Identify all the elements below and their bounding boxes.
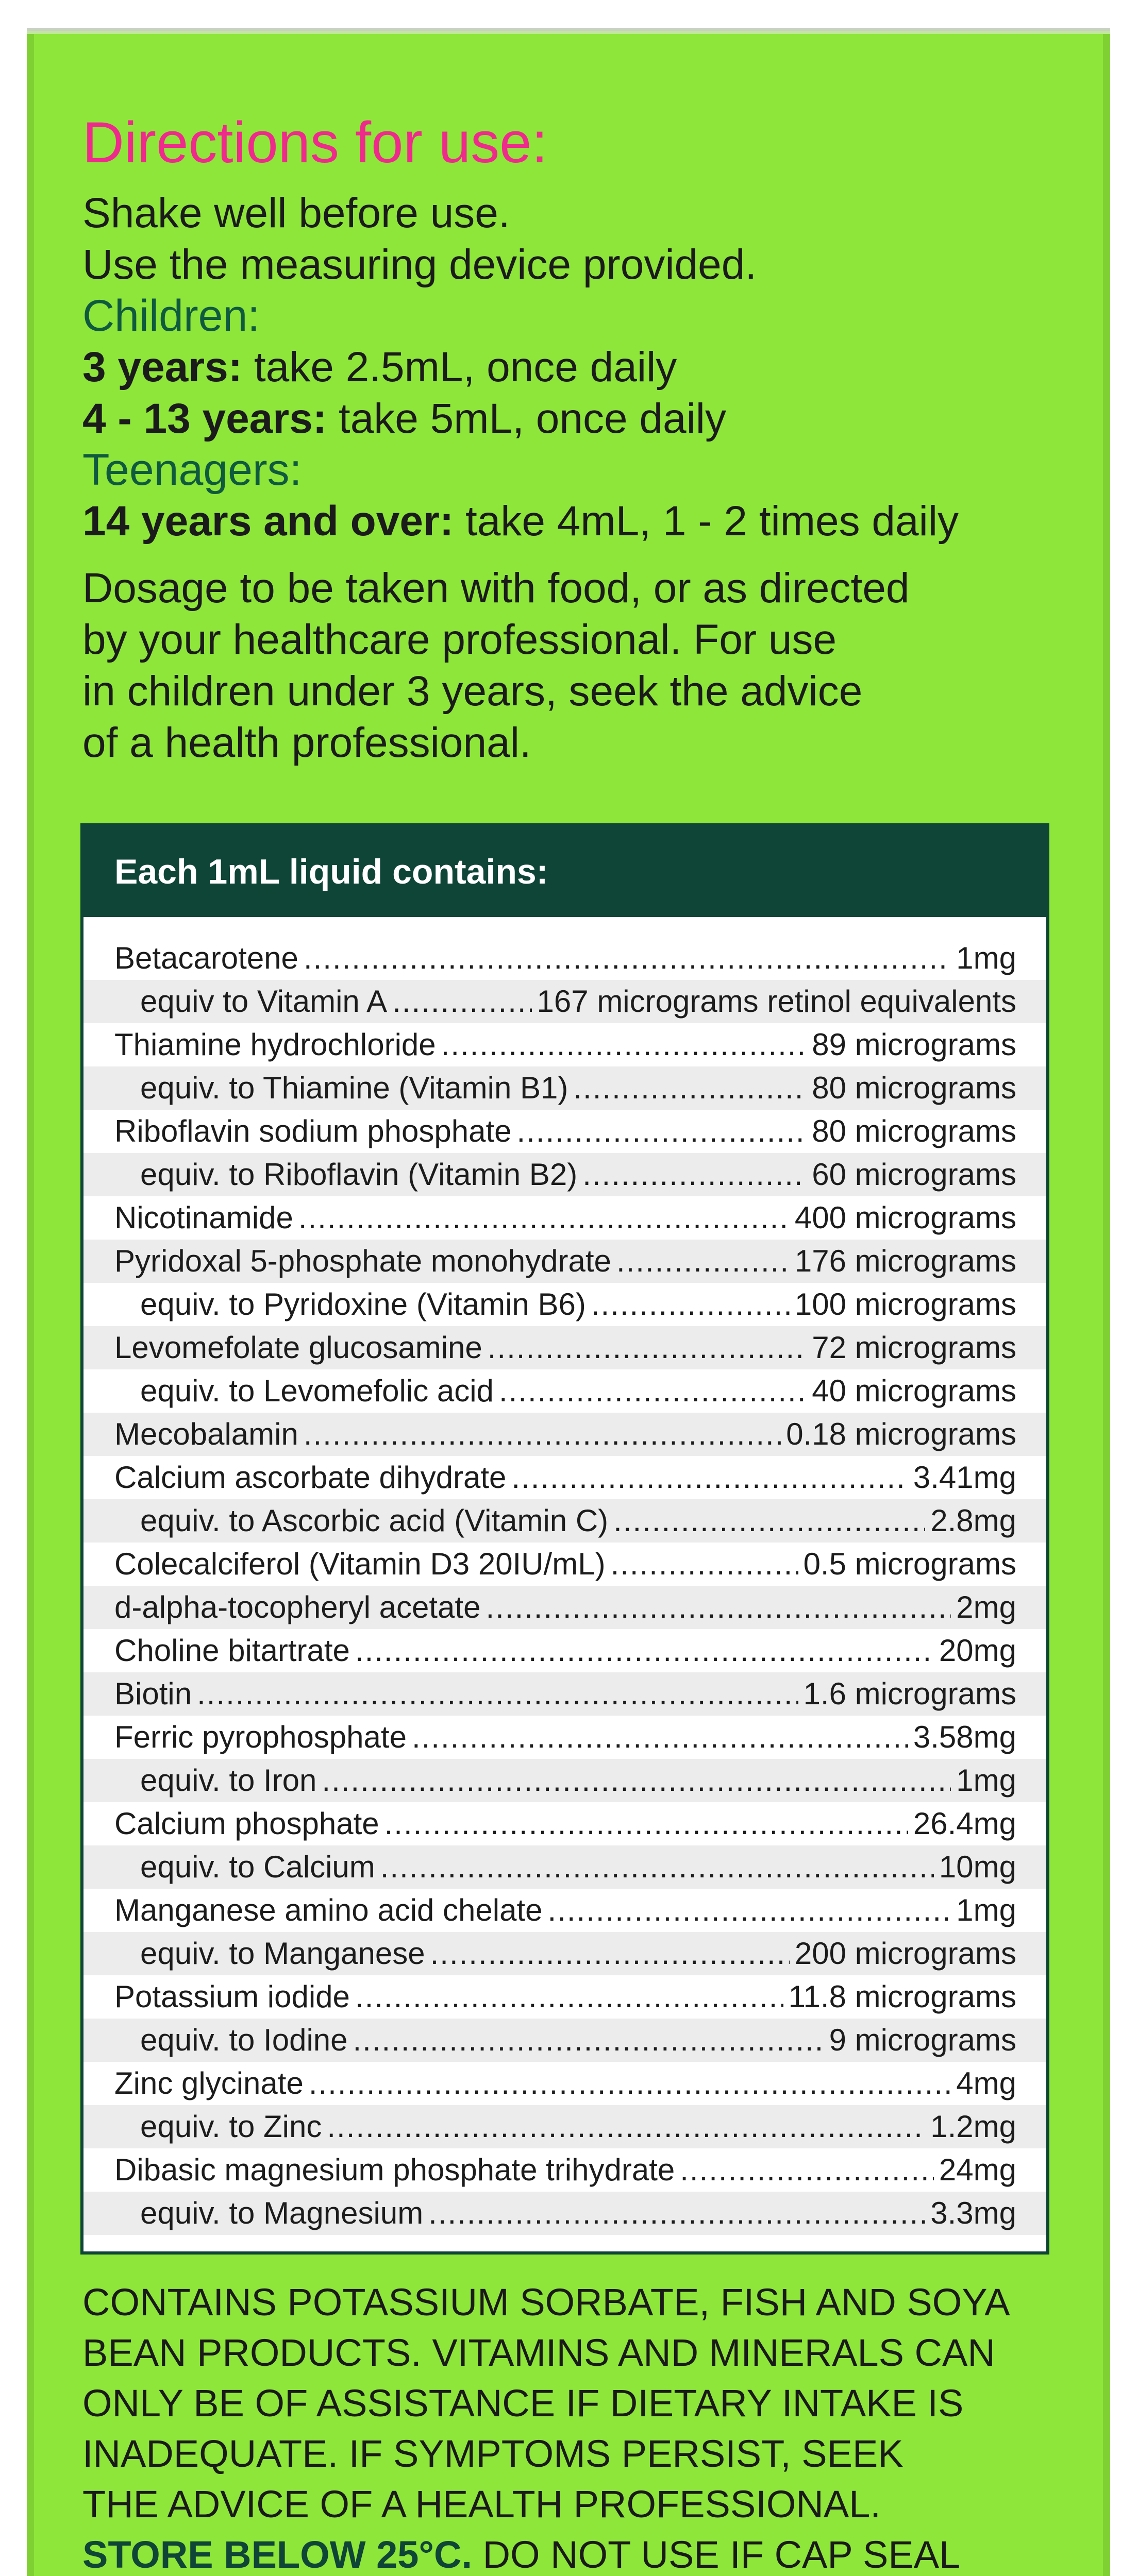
ingredient-row	[83, 1456, 1046, 1499]
dot-leader	[516, 1110, 807, 1153]
ingredient-name: Thiamine hydrochloride	[114, 1027, 436, 1062]
ingredient-row	[83, 1586, 1046, 1629]
directions-line: Use the measuring device provided.	[82, 241, 757, 288]
ingredient-amount: 2mg	[956, 1590, 1016, 1624]
dose-line	[82, 342, 1062, 393]
ingredient-name: Dibasic magnesium phosphate trihydrate	[114, 2153, 675, 2187]
warning-line: CONTAINS POTASSIUM SORBATE, FISH AND SOYA	[82, 2281, 1010, 2324]
ingredient-row	[83, 1023, 1046, 1066]
ingredient-amount: 24mg	[939, 2153, 1016, 2187]
dot-leader	[511, 1456, 908, 1499]
ingredient-row	[83, 1110, 1046, 1153]
ingredient-row	[83, 1066, 1046, 1110]
dot-leader	[680, 2148, 934, 2192]
dot-leader	[591, 1283, 790, 1326]
ingredient-amount: 89 micrograms	[812, 1027, 1016, 1062]
ingredient-name: Mecobalamin	[114, 1417, 298, 1451]
ingredient-name: Colecalciferol (Vitamin D3 20IU/mL)	[114, 1547, 606, 1581]
ingredient-name: Calcium phosphate	[114, 1806, 379, 1841]
dot-leader	[582, 1153, 807, 1196]
ingredient-name: Betacarotene	[114, 941, 298, 975]
ingredient-name: Manganese amino acid chelate	[114, 1893, 543, 1927]
ingredient-name: equiv. to Riboflavin (Vitamin B2)	[140, 1157, 578, 1192]
dot-leader	[353, 2019, 824, 2062]
ingredient-row	[83, 1802, 1046, 1845]
note-line: Dosage to be taken with food, or as directed	[82, 564, 910, 612]
dose-amount: take 5mL, once daily	[338, 395, 726, 442]
dot-leader	[441, 1023, 807, 1066]
ingredient-amount: 100 micrograms	[794, 1287, 1016, 1321]
dose-age: 14 years and over:	[82, 497, 454, 545]
dot-leader	[611, 1543, 798, 1586]
dot-leader	[304, 937, 951, 980]
ingredient-amount: 400 micrograms	[794, 1200, 1016, 1235]
ingredient-row	[83, 1196, 1046, 1240]
ingredient-amount: 26.4mg	[913, 1806, 1016, 1841]
ingredient-row	[83, 1283, 1046, 1326]
dot-leader	[322, 1759, 951, 1802]
warning-line: INADEQUATE. IF SYMPTOMS PERSIST, SEEK	[82, 2432, 903, 2475]
ingredient-name: equiv to Vitamin A	[140, 984, 388, 1019]
ingredient-amount: 80 micrograms	[812, 1071, 1016, 1105]
directions-heading: Directions for use:	[82, 110, 548, 175]
dot-leader	[573, 1066, 807, 1110]
ingredient-amount: 167 micrograms retinol equivalents	[537, 984, 1016, 1019]
dot-leader	[327, 2105, 925, 2148]
ingredient-row	[83, 1975, 1046, 2019]
dot-leader	[499, 1369, 807, 1413]
ingredient-row	[83, 2105, 1046, 2148]
dot-leader	[430, 1932, 790, 1975]
children-heading: Children:	[82, 291, 260, 341]
dot-leader	[613, 1499, 925, 1543]
ingredient-row	[83, 1326, 1046, 1369]
ingredient-row	[83, 980, 1046, 1023]
ingredient-name: equiv. to Zinc	[140, 2109, 322, 2144]
warning-line: ONLY BE OF ASSISTANCE IF DIETARY INTAKE IS	[82, 2382, 964, 2425]
directions-section	[82, 112, 1062, 769]
ingredient-amount: 1mg	[956, 1893, 1016, 1927]
dot-leader	[488, 1326, 807, 1369]
ingredient-amount: 200 micrograms	[794, 1936, 1016, 1971]
ingredient-name: Choline bitartrate	[114, 1633, 350, 1668]
directions-line: Shake well before use.	[82, 189, 510, 236]
ingredient-name: equiv. to Magnesium	[140, 2196, 424, 2230]
ingredient-amount: 3.3mg	[930, 2196, 1016, 2230]
ingredient-amount: 2.8mg	[930, 1503, 1016, 1538]
dot-leader	[486, 1586, 951, 1629]
ingredient-amount: 9 micrograms	[829, 2023, 1016, 2057]
ingredient-row	[83, 1629, 1046, 1672]
ingredient-name: equiv. to Thiamine (Vitamin B1)	[140, 1071, 568, 1105]
ingredient-row	[83, 1240, 1046, 1283]
dot-leader	[412, 1716, 908, 1759]
ingredient-amount: 1mg	[956, 941, 1016, 975]
ingredient-name: equiv. to Ascorbic acid (Vitamin C)	[140, 1503, 609, 1538]
dosage-note	[82, 563, 1062, 769]
dose-amount: take 4mL, 1 - 2 times daily	[465, 497, 959, 545]
ingredient-amount: 1.6 micrograms	[803, 1676, 1016, 1711]
dot-leader	[616, 1240, 790, 1283]
dot-leader	[384, 1802, 908, 1845]
dot-leader	[355, 1629, 934, 1672]
warning-line: THE ADVICE OF A HEALTH PROFESSIONAL.	[82, 2483, 881, 2526]
ingredient-name: Biotin	[114, 1676, 192, 1711]
dot-leader	[304, 1413, 781, 1456]
ingredient-amount: 3.41mg	[913, 1460, 1016, 1495]
warnings-section	[82, 2277, 1062, 2576]
ingredient-name: Zinc glycinate	[114, 2066, 304, 2100]
dot-leader	[355, 1975, 783, 2019]
ingredient-row	[83, 2148, 1046, 2192]
ingredient-name: equiv. to Pyridoxine (Vitamin B6)	[140, 1287, 586, 1321]
dose-line	[82, 496, 1062, 547]
ingredient-amount: 40 micrograms	[812, 1374, 1016, 1408]
ingredient-name: Calcium ascorbate dihydrate	[114, 1460, 507, 1495]
ingredient-row	[83, 1499, 1046, 1543]
ingredient-row	[83, 1369, 1046, 1413]
ingredient-name: Nicotinamide	[114, 1200, 293, 1235]
ingredient-amount: 11.8 micrograms	[788, 1979, 1016, 2014]
ingredient-amount: 0.18 micrograms	[786, 1417, 1016, 1451]
ingredients-table-title: Each 1mL liquid contains:	[83, 826, 1046, 917]
ingredient-row	[83, 1413, 1046, 1456]
ingredient-amount: 176 micrograms	[794, 1244, 1016, 1278]
dose-age: 3 years:	[82, 343, 243, 391]
note-line: by your healthcare professional. For use	[82, 616, 837, 663]
ingredient-name: Ferric pyrophosphate	[114, 1720, 407, 1754]
ingredient-amount: 60 micrograms	[812, 1157, 1016, 1192]
cap-seal-warning: DO NOT USE IF CAP SEAL	[472, 2533, 961, 2576]
ingredient-amount: 80 micrograms	[812, 1114, 1016, 1148]
ingredient-amount: 0.5 micrograms	[803, 1547, 1016, 1581]
dot-leader	[309, 2062, 951, 2105]
note-line: of a health professional.	[82, 719, 531, 766]
ingredient-name: equiv. to Calcium	[140, 1850, 375, 1884]
ingredients-table	[80, 823, 1049, 2255]
ingredient-amount: 3.58mg	[913, 1720, 1016, 1754]
dot-leader	[298, 1196, 790, 1240]
ingredient-name: Potassium iodide	[114, 1979, 350, 2014]
ingredient-name: Levomefolate glucosamine	[114, 1330, 482, 1365]
ingredient-name: equiv. to Iron	[140, 1763, 317, 1798]
teenagers-heading: Teenagers:	[82, 445, 302, 495]
dot-leader	[392, 980, 531, 1023]
dose-amount: take 2.5mL, once daily	[254, 343, 677, 391]
note-line: in children under 3 years, seek the advice	[82, 667, 863, 715]
ingredient-amount: 1.2mg	[930, 2109, 1016, 2144]
dot-leader	[197, 1672, 798, 1716]
dot-leader	[380, 1845, 934, 1889]
ingredient-amount: 20mg	[939, 1633, 1016, 1668]
ingredient-amount: 10mg	[939, 1850, 1016, 1884]
ingredient-row	[83, 1759, 1046, 1802]
storage-line	[82, 2530, 1062, 2576]
ingredients-rows	[83, 917, 1046, 2235]
ingredient-row	[83, 2192, 1046, 2235]
dose-line	[82, 393, 1062, 445]
ingredient-amount: 4mg	[956, 2066, 1016, 2100]
storage-instruction: STORE BELOW 25°C.	[82, 2533, 473, 2576]
dose-age: 4 - 13 years:	[82, 395, 327, 442]
ingredient-name: equiv. to Iodine	[140, 2023, 348, 2057]
dot-leader	[548, 1889, 951, 1932]
ingredient-row	[83, 1716, 1046, 1759]
warning-line: BEAN PRODUCTS. VITAMINS AND MINERALS CAN	[82, 2331, 995, 2374]
ingredient-amount: 1mg	[956, 1763, 1016, 1798]
ingredient-row	[83, 1672, 1046, 1716]
ingredient-row	[83, 2062, 1046, 2105]
ingredient-name: Pyridoxal 5-phosphate monohydrate	[114, 1244, 611, 1278]
ingredient-name: equiv. to Levomefolic acid	[140, 1374, 494, 1408]
ingredient-row	[83, 1543, 1046, 1586]
ingredient-amount: 72 micrograms	[812, 1330, 1016, 1365]
ingredient-row	[83, 2019, 1046, 2062]
ingredient-row	[83, 937, 1046, 980]
ingredient-name: d-alpha-tocopheryl acetate	[114, 1590, 481, 1624]
ingredient-name: equiv. to Manganese	[140, 1936, 425, 1971]
ingredient-name: Riboflavin sodium phosphate	[114, 1114, 512, 1148]
ingredient-row	[83, 1845, 1046, 1889]
ingredient-row	[83, 1153, 1046, 1196]
ingredient-row	[83, 1889, 1046, 1932]
ingredient-row	[83, 1932, 1046, 1975]
dot-leader	[428, 2192, 925, 2235]
